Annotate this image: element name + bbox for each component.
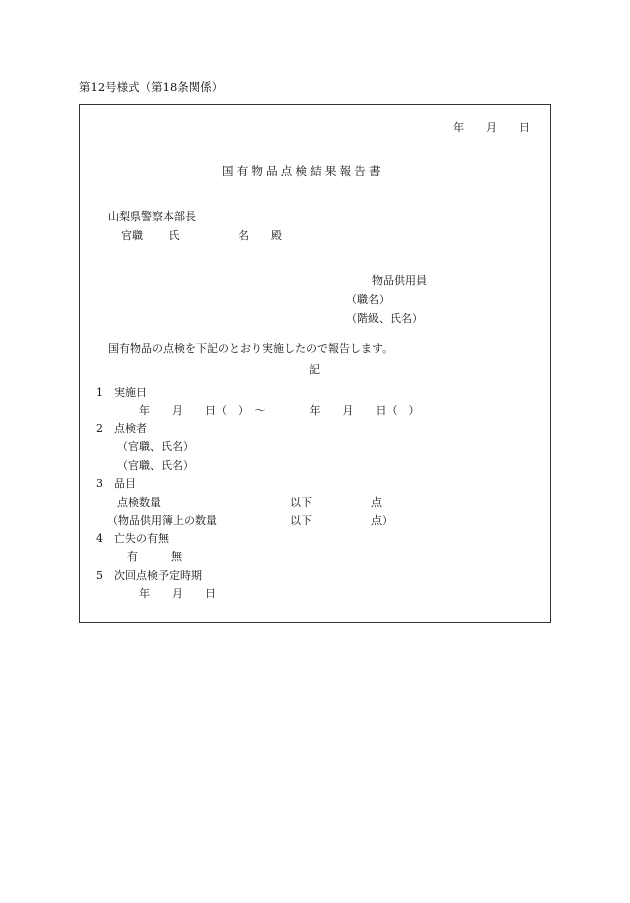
item3-row1-mid: 以下 <box>290 496 312 509</box>
sender-role: 物品供用員 <box>372 274 427 287</box>
sender-title-line: （職名） <box>346 293 390 306</box>
intro-text: 国有物品の点検を下記のとおり実施したので報告します。 <box>108 342 394 355</box>
item5-heading: 5 次回点検予定時期 <box>96 569 202 582</box>
item3-row2-mid: 以下 <box>290 514 312 527</box>
item2-inspector-1: （官職、氏名） <box>117 440 194 453</box>
item3-row1-unit: 点 <box>371 496 382 509</box>
addressee-line1: 山梨県警察本部長 <box>108 210 196 223</box>
item4-options: 有 無 <box>127 550 182 563</box>
addressee-line2: 官職 氏 名 殿 <box>121 229 282 242</box>
document-title: 国有物品点検結果報告書 <box>222 164 384 178</box>
date-line: 年 月 日 <box>453 121 530 134</box>
item2-heading: 2 点検者 <box>96 422 147 435</box>
item3-row2-label: （物品供用簿上の数量 <box>107 514 217 527</box>
item5-date: 年 月 日 <box>139 587 216 600</box>
item3-row2-unit: 点） <box>371 514 393 527</box>
ki-label: 記 <box>309 363 320 376</box>
item1-period: 年 月 日（ ） ～ 年 月 日（ ） <box>139 404 420 417</box>
item2-inspector-2: （官職、氏名） <box>117 459 194 472</box>
item4-heading: 4 亡失の有無 <box>96 532 169 545</box>
item3-row1-label: 点検数量 <box>117 496 161 509</box>
item1-heading: 1 実施日 <box>96 386 147 399</box>
form-number: 第12号様式（第18条関係） <box>79 80 224 94</box>
sender-name-line: （階級、氏名） <box>346 312 423 325</box>
item3-heading: 3 品目 <box>96 477 136 490</box>
